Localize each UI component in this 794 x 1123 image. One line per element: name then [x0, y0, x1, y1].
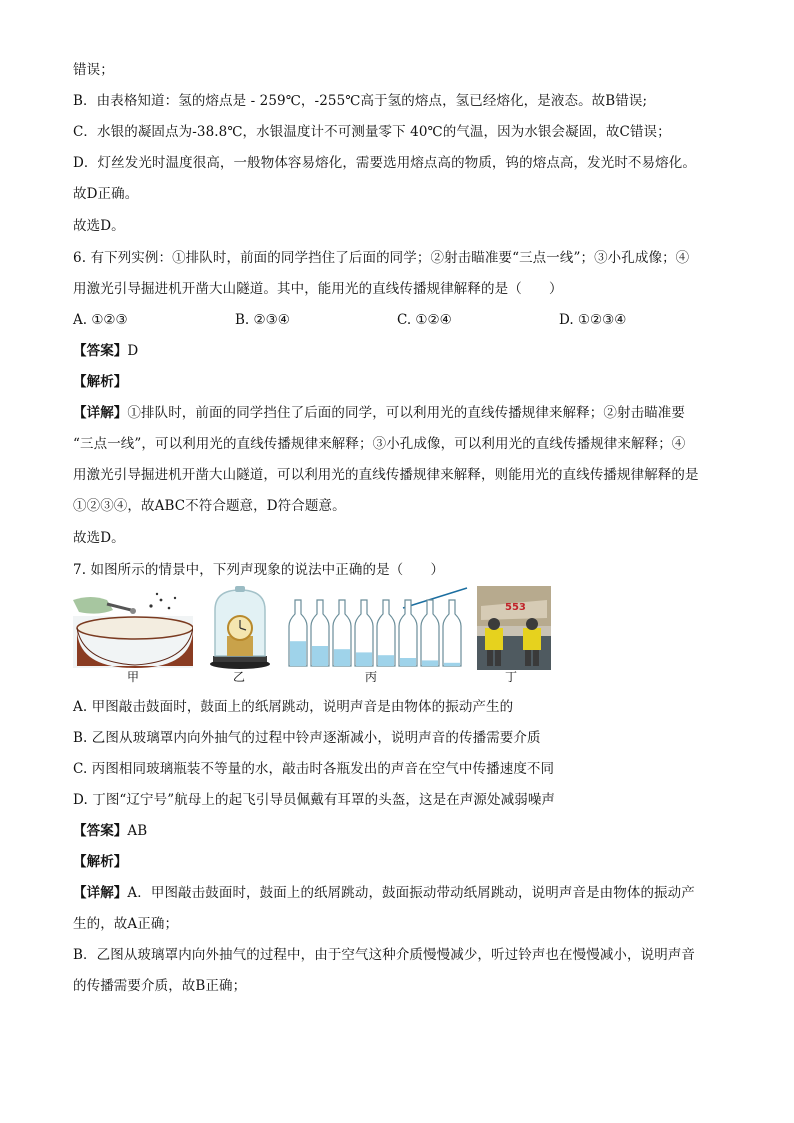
answer-label: 【答案】 — [73, 343, 128, 359]
option-d: D. ①②③④ — [559, 312, 627, 328]
bottle — [421, 600, 439, 666]
caption-jia: 甲 — [127, 670, 140, 684]
text-line: D．灯丝发光时温度很高，一般物体容易熔化，需要选用熔点高的物质，钨的熔点高，发光时不易熔化。 — [73, 155, 696, 171]
water-bottles-figure — [285, 586, 471, 670]
text-line: 错误； — [73, 62, 114, 78]
bottle — [443, 600, 461, 666]
option-b: B. ②③④ — [235, 312, 290, 328]
detail-line: 用激光引导掘进机开凿大山隧道，可以利用光的直线传播规律来解释，则能用光的直线传播规律解释的是 — [73, 467, 699, 483]
bottle-water — [378, 655, 394, 666]
option-a: A. 甲图敲击鼓面时，鼓面上的纸屑跳动，说明声音是由物体的振动产生的 — [73, 699, 514, 715]
bottle-water — [312, 646, 328, 666]
detail-line — [73, 883, 723, 903]
detail-text: ①排队时，前面的同学挡住了后面的同学，可以利用光的直线传播规律来解释；②射击瞄准要 — [127, 405, 686, 421]
figure-row — [73, 586, 723, 686]
conclusion-line: 故选D。 — [73, 530, 125, 546]
text-line: 故D正确。 — [73, 186, 139, 202]
caption-yi: 乙 — [233, 670, 246, 684]
bottle-water — [290, 641, 306, 666]
detail-label: 【详解】 — [73, 405, 128, 421]
bottle-water — [356, 652, 372, 666]
question-6-options — [73, 310, 723, 330]
option-a: A. ①②③ — [73, 312, 128, 328]
question-6-stem: 用激光引导掘进机开凿大山隧道。其中，能用光的直线传播规律解释的是（ ） — [73, 281, 563, 297]
detail-label: 【详解】 — [73, 885, 128, 901]
question-6-stem: 6. 有下列实例：①排队时，前面的同学挡住了后面的同学；②射击瞄准要“三点一线”；③小孔成像；④ — [73, 250, 690, 266]
analysis-label: 【解析】 — [73, 854, 128, 870]
bottle-water — [400, 658, 416, 666]
answer-label: 【答案】 — [73, 823, 128, 839]
detail-line: “三点一线”，可以利用光的直线传播规律来解释；③小孔成像，可以利用光的直线传播规律来解释；④ — [73, 436, 686, 452]
jet-number: 553 — [505, 602, 526, 613]
caption-bing: 丙 — [365, 670, 378, 684]
detail-line: 的传播需要介质，故B正确； — [73, 978, 247, 994]
option-d: D. 丁图“辽宁号”航母上的起飞引导员佩戴有耳罩的头盔，这是在声源处减弱噪声 — [73, 792, 556, 808]
bottle-water — [334, 649, 350, 666]
answer-value: AB — [127, 823, 148, 839]
bottle-water — [422, 660, 438, 666]
drum-figure — [73, 586, 193, 668]
carrier-guide-figure — [477, 586, 551, 670]
detail-line — [73, 403, 723, 423]
answer-line — [73, 341, 723, 361]
text-line: B．由表格知道：氢的熔点是 - 259℃，-255℃高于氢的熔点，氢已经熔化，是液态。故B错误; — [73, 93, 648, 109]
page-content — [73, 60, 723, 996]
option-c: C. 丙图相同玻璃瓶装不等量的水，敲击时各瓶发出的声音在空气中传播速度不同 — [73, 761, 555, 777]
detail-text: A．甲图敲击鼓面时，鼓面上的纸屑跳动，鼓面振动带动纸屑跳动，说明声音是由物体的振动产 — [127, 885, 695, 901]
answer-value: D — [127, 343, 139, 359]
analysis-label: 【解析】 — [73, 374, 128, 390]
detail-line: 生的，故A正确； — [73, 916, 179, 932]
bottle — [399, 600, 417, 666]
text-line: C．水银的凝固点为-38.8℃，水银温度计不可测量零下 40℃的气温，因为水银会凝固，故C错误； — [73, 124, 671, 140]
answer-line — [73, 821, 723, 841]
option-b: B. 乙图从玻璃罩内向外抽气的过程中铃声逐渐减小，说明声音的传播需要介质 — [73, 730, 541, 746]
question-7-stem: 7. 如图所示的情景中，下列声现象的说法中正确的是（ ） — [73, 562, 445, 578]
caption-ding: 丁 — [505, 670, 518, 684]
detail-line: ①②③④，故ABC不符合题意，D符合题意。 — [73, 498, 346, 514]
text-line: 故选D。 — [73, 218, 125, 234]
detail-line: B．乙图从玻璃罩内向外抽气的过程中，由于空气这种介质慢慢减少，听过铃声也在慢慢减小，说明声音 — [73, 947, 696, 963]
option-c: C. ①②④ — [397, 312, 452, 328]
bell-jar-figure — [205, 586, 275, 670]
bottle-water — [444, 663, 460, 666]
